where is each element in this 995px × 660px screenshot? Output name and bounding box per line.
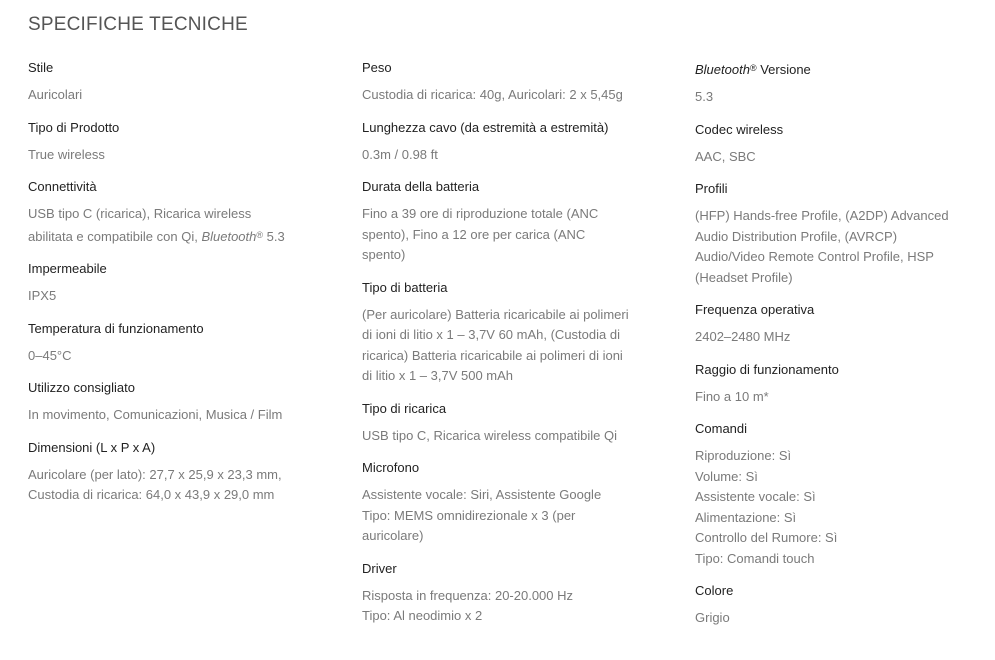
spec-value-line: (Per auricolare) Batteria ricaricabile ai polimeri: [362, 306, 629, 322]
spec-label-text: Versione: [756, 62, 811, 77]
spec-value: [28, 204, 328, 247]
spec-value-text: 5.3: [263, 228, 285, 244]
spec-value: 0.3m / 0.98 ft: [362, 146, 438, 162]
spec-impermeabile: [28, 261, 328, 307]
spec-temperatura: [28, 321, 328, 367]
spec-value: [28, 465, 328, 506]
spec-frequenza: [695, 302, 980, 348]
page-title: SPECIFICHE TECNICHE: [28, 14, 248, 35]
spec-tipo-ricarica: [362, 401, 652, 447]
spec-profili: [695, 181, 980, 288]
spec-value-line: Tipo: Comandi touch: [695, 550, 815, 566]
spec-utilizzo: [28, 380, 328, 426]
spec-label: Durata della batteria: [362, 179, 480, 194]
spec-label: Profili: [695, 181, 728, 196]
registered-mark: ®: [256, 229, 264, 240]
spec-value: [695, 206, 980, 288]
spec-label: Frequenza operativa: [695, 302, 815, 317]
spec-value-line: Tipo: Al neodimio x 2: [362, 608, 483, 623]
spec-label: Utilizzo consigliato: [28, 380, 135, 395]
spec-label: [695, 60, 980, 78]
spec-tipo-prodotto: [28, 120, 328, 166]
spec-value-line: (Headset Profile): [695, 269, 793, 285]
spec-value: In movimento, Comunicazioni, Musica / Film: [28, 407, 283, 422]
spec-label: Microfono: [362, 460, 420, 475]
spec-label: Codec wireless: [695, 121, 784, 137]
spec-dimensioni: [28, 440, 328, 506]
spec-value-line: Assistente vocale: Sì: [695, 489, 816, 504]
bluetooth-brand: Bluetooth: [201, 228, 257, 244]
spec-value-line: (HFP) Hands-free Profile, (A2DP) Advanced: [695, 208, 949, 223]
spec-value-line: Volume: Sì: [695, 468, 758, 484]
spec-value-line: spento), Fino a 12 ore per carica (ANC: [362, 226, 586, 242]
spec-label: Temperatura di funzionamento: [28, 320, 204, 336]
spec-value: 2402–2480 MHz: [695, 329, 791, 344]
spec-value: USB tipo C, Ricarica wireless compatibile Qi: [362, 427, 618, 443]
spec-value-line: Riproduzione: Sì: [695, 448, 792, 463]
spec-column-2: [362, 60, 652, 641]
spec-label: Peso: [362, 60, 392, 75]
spec-peso: [362, 60, 652, 106]
spec-value: 5.3: [695, 89, 714, 104]
spec-value-text: abilitata e compatibile con Qi,: [28, 228, 202, 244]
spec-value-line: Alimentazione: Sì: [695, 509, 797, 525]
spec-value-line: Audio/Video Remote Control Profile, HSP: [695, 249, 934, 264]
spec-label: Raggio di funzionamento: [695, 361, 839, 377]
spec-label: Dimensioni (L x P x A): [28, 439, 156, 455]
spec-label: Tipo di ricarica: [362, 400, 447, 416]
bluetooth-brand: Bluetooth: [695, 62, 750, 77]
spec-value-line: Auricolare (per lato): 27,7 x 25,9 x 23,3 mm,: [28, 466, 282, 482]
spec-value: Custodia di ricarica: 40g, Auricolari: 2 x 5,45g: [362, 87, 623, 102]
spec-value: 0–45°C: [28, 347, 72, 363]
spec-value-line: Custodia di ricarica: 64,0 x 43,9 x 29,0 mm: [28, 487, 275, 502]
spec-label: Driver: [362, 560, 397, 576]
spec-column-3: [695, 60, 980, 643]
spec-microfono: [362, 460, 652, 547]
spec-value: Auricolari: [28, 87, 83, 102]
spec-value-line: Fino a 39 ore di riproduzione totale (ANC: [362, 206, 599, 221]
spec-value: True wireless: [28, 146, 105, 162]
spec-label: Tipo di batteria: [362, 279, 448, 295]
spec-label: Stile: [28, 60, 54, 75]
spec-value-line: [28, 225, 328, 248]
spec-durata-batteria: [362, 179, 652, 266]
spec-value-line: Controllo del Rumore: Sì: [695, 530, 838, 545]
spec-bluetooth-versione: [695, 60, 980, 108]
spec-comandi: [695, 421, 980, 569]
spec-value: Grigio: [695, 610, 730, 625]
spec-value: IPX5: [28, 288, 57, 303]
spec-value-line: spento): [362, 247, 406, 262]
spec-value-line: Tipo: MEMS omnidirezionale x 3 (per: [362, 507, 576, 523]
spec-value-line: Risposta in frequenza: 20-20.000 Hz: [362, 587, 574, 603]
spec-value: [695, 446, 980, 569]
spec-label: Impermeabile: [28, 261, 107, 276]
spec-value: [362, 485, 652, 547]
spec-codec: [695, 122, 980, 168]
spec-value-line: Assistente vocale: Siri, Assistente Google: [362, 487, 602, 502]
spec-value: [362, 204, 652, 266]
spec-label: Colore: [695, 583, 734, 598]
registered-mark: ®: [749, 63, 757, 73]
spec-connettivita: [28, 179, 328, 247]
spec-label: Comandi: [695, 421, 748, 436]
spec-lunghezza-cavo: [362, 120, 652, 166]
spec-colore: [695, 583, 980, 629]
spec-stile: [28, 60, 328, 106]
spec-driver: [362, 561, 652, 627]
spec-value-line: di litio x 1 – 3,7V 500 mAh: [362, 368, 514, 383]
spec-value-line: di ioni di litio x 1 – 3,7V 60 mAh, (Custodia di: [362, 327, 620, 342]
spec-value-line: USB tipo C (ricarica), Ricarica wireless: [28, 206, 252, 221]
spec-value: AAC, SBC: [695, 148, 756, 164]
spec-value-line: ricarica) Batteria ricaricabile ai polimeri di ioni: [362, 347, 623, 363]
spec-tipo-batteria: [362, 280, 652, 387]
spec-column-1: [28, 60, 328, 520]
spec-label: Connettività: [28, 179, 97, 194]
spec-value: [362, 305, 652, 387]
spec-label: Lunghezza cavo (da estremità a estremità): [362, 119, 609, 135]
spec-value-line: auricolare): [362, 528, 424, 543]
spec-value: Fino a 10 m*: [695, 388, 769, 404]
spec-label: Tipo di Prodotto: [28, 119, 120, 135]
spec-value-line: Audio Distribution Profile, (AVRCP): [695, 228, 898, 244]
spec-value: [362, 586, 652, 627]
spec-raggio: [695, 362, 980, 408]
